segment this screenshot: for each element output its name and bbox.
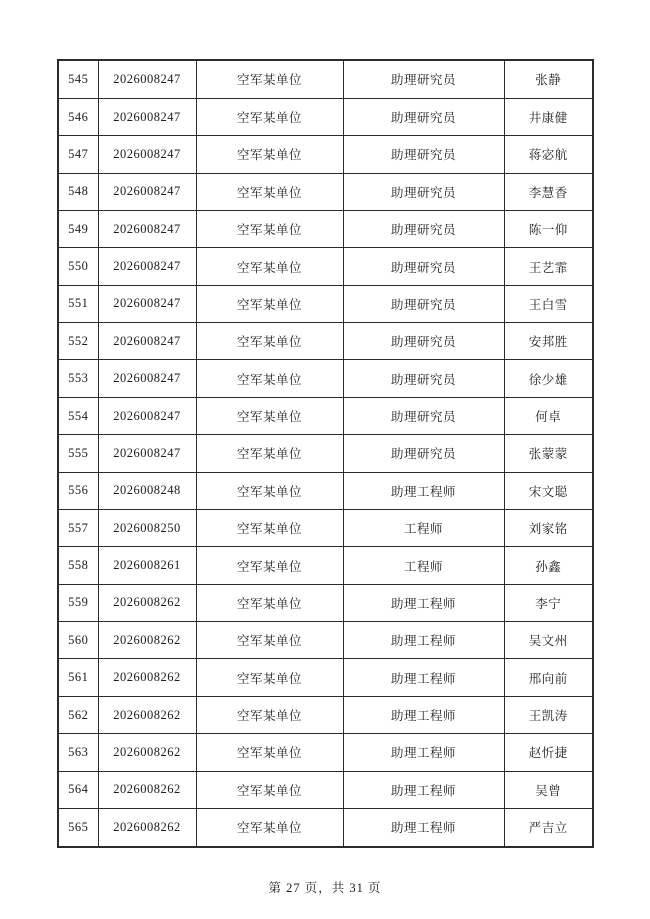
job-title-cell: 助理研究员 bbox=[343, 136, 504, 173]
job-title-cell: 助理工程师 bbox=[343, 622, 504, 659]
table-row bbox=[58, 360, 593, 397]
row-number-cell: 548 bbox=[58, 173, 98, 210]
unit-name-cell: 空军某单位 bbox=[196, 360, 343, 397]
person-name-cell: 徐少雄 bbox=[504, 360, 593, 397]
job-title-cell: 助理工程师 bbox=[343, 696, 504, 733]
applicant-id-cell: 2026008262 bbox=[98, 771, 196, 808]
table-row bbox=[58, 509, 593, 546]
job-title-cell: 助理工程师 bbox=[343, 472, 504, 509]
job-title-cell: 助理研究员 bbox=[343, 210, 504, 247]
table-row bbox=[58, 547, 593, 584]
job-title-cell: 助理工程师 bbox=[343, 584, 504, 621]
unit-name-cell: 空军某单位 bbox=[196, 659, 343, 696]
row-number-cell: 563 bbox=[58, 734, 98, 771]
applicant-id-cell: 2026008247 bbox=[98, 210, 196, 247]
job-title-cell: 助理研究员 bbox=[343, 173, 504, 210]
unit-name-cell: 空军某单位 bbox=[196, 248, 343, 285]
table-row bbox=[58, 210, 593, 247]
unit-name-cell: 空军某单位 bbox=[196, 808, 343, 847]
table-row bbox=[58, 173, 593, 210]
page-number-indicator: 第 27 页，共 31 页 bbox=[268, 881, 382, 895]
row-number-cell: 564 bbox=[58, 771, 98, 808]
job-title-cell: 助理研究员 bbox=[343, 435, 504, 472]
row-number-cell: 561 bbox=[58, 659, 98, 696]
job-title-cell: 助理工程师 bbox=[343, 659, 504, 696]
row-number-cell: 551 bbox=[58, 285, 98, 322]
person-name-cell: 陈一仰 bbox=[504, 210, 593, 247]
row-number-cell: 549 bbox=[58, 210, 98, 247]
person-name-cell: 王白雪 bbox=[504, 285, 593, 322]
table-row bbox=[58, 696, 593, 733]
job-title-cell: 助理研究员 bbox=[343, 323, 504, 360]
row-number-cell: 560 bbox=[58, 622, 98, 659]
row-number-cell: 546 bbox=[58, 98, 98, 135]
job-title-cell: 助理研究员 bbox=[343, 98, 504, 135]
unit-name-cell: 空军某单位 bbox=[196, 60, 343, 98]
applicant-id-cell: 2026008250 bbox=[98, 509, 196, 546]
table-row bbox=[58, 98, 593, 135]
person-name-cell: 王凯涛 bbox=[504, 696, 593, 733]
applicant-id-cell: 2026008247 bbox=[98, 360, 196, 397]
job-title-cell: 助理研究员 bbox=[343, 285, 504, 322]
table-row bbox=[58, 136, 593, 173]
personnel-roster-table bbox=[57, 59, 594, 848]
person-name-cell: 刘家铭 bbox=[504, 509, 593, 546]
table-row bbox=[58, 734, 593, 771]
person-name-cell: 李慧香 bbox=[504, 173, 593, 210]
job-title-cell: 工程师 bbox=[343, 509, 504, 546]
applicant-id-cell: 2026008262 bbox=[98, 659, 196, 696]
table-row bbox=[58, 285, 593, 322]
roster-table-body bbox=[58, 60, 593, 847]
table-row bbox=[58, 472, 593, 509]
row-number-cell: 557 bbox=[58, 509, 98, 546]
unit-name-cell: 空军某单位 bbox=[196, 173, 343, 210]
unit-name-cell: 空军某单位 bbox=[196, 98, 343, 135]
row-number-cell: 545 bbox=[58, 60, 98, 98]
table-row bbox=[58, 435, 593, 472]
table-row bbox=[58, 248, 593, 285]
applicant-id-cell: 2026008262 bbox=[98, 696, 196, 733]
applicant-id-cell: 2026008262 bbox=[98, 808, 196, 847]
unit-name-cell: 空军某单位 bbox=[196, 771, 343, 808]
job-title-cell: 助理研究员 bbox=[343, 397, 504, 434]
person-name-cell: 蒋宓航 bbox=[504, 136, 593, 173]
applicant-id-cell: 2026008261 bbox=[98, 547, 196, 584]
unit-name-cell: 空军某单位 bbox=[196, 285, 343, 322]
person-name-cell: 吴曾 bbox=[504, 771, 593, 808]
job-title-cell: 助理研究员 bbox=[343, 248, 504, 285]
person-name-cell: 安邦胜 bbox=[504, 323, 593, 360]
person-name-cell: 李宁 bbox=[504, 584, 593, 621]
table-row bbox=[58, 659, 593, 696]
job-title-cell: 助理研究员 bbox=[343, 60, 504, 98]
unit-name-cell: 空军某单位 bbox=[196, 472, 343, 509]
row-number-cell: 554 bbox=[58, 397, 98, 434]
person-name-cell: 张蒙蒙 bbox=[504, 435, 593, 472]
job-title-cell: 助理工程师 bbox=[343, 771, 504, 808]
table-row bbox=[58, 808, 593, 847]
job-title-cell: 工程师 bbox=[343, 547, 504, 584]
unit-name-cell: 空军某单位 bbox=[196, 509, 343, 546]
applicant-id-cell: 2026008247 bbox=[98, 435, 196, 472]
job-title-cell: 助理研究员 bbox=[343, 360, 504, 397]
row-number-cell: 558 bbox=[58, 547, 98, 584]
table-row bbox=[58, 771, 593, 808]
table-row bbox=[58, 60, 593, 98]
person-name-cell: 邢向前 bbox=[504, 659, 593, 696]
person-name-cell: 孙鑫 bbox=[504, 547, 593, 584]
row-number-cell: 550 bbox=[58, 248, 98, 285]
applicant-id-cell: 2026008247 bbox=[98, 173, 196, 210]
applicant-id-cell: 2026008262 bbox=[98, 622, 196, 659]
person-name-cell: 井康健 bbox=[504, 98, 593, 135]
row-number-cell: 555 bbox=[58, 435, 98, 472]
unit-name-cell: 空军某单位 bbox=[196, 435, 343, 472]
applicant-id-cell: 2026008247 bbox=[98, 285, 196, 322]
person-name-cell: 吴文州 bbox=[504, 622, 593, 659]
table-row bbox=[58, 323, 593, 360]
person-name-cell: 何卓 bbox=[504, 397, 593, 434]
row-number-cell: 547 bbox=[58, 136, 98, 173]
applicant-id-cell: 2026008247 bbox=[98, 248, 196, 285]
unit-name-cell: 空军某单位 bbox=[196, 622, 343, 659]
unit-name-cell: 空军某单位 bbox=[196, 210, 343, 247]
person-name-cell: 严吉立 bbox=[504, 808, 593, 847]
row-number-cell: 559 bbox=[58, 584, 98, 621]
applicant-id-cell: 2026008248 bbox=[98, 472, 196, 509]
table-row bbox=[58, 397, 593, 434]
unit-name-cell: 空军某单位 bbox=[196, 397, 343, 434]
unit-name-cell: 空军某单位 bbox=[196, 323, 343, 360]
unit-name-cell: 空军某单位 bbox=[196, 584, 343, 621]
table-row bbox=[58, 584, 593, 621]
unit-name-cell: 空军某单位 bbox=[196, 547, 343, 584]
unit-name-cell: 空军某单位 bbox=[196, 696, 343, 733]
row-number-cell: 565 bbox=[58, 808, 98, 847]
table-row bbox=[58, 622, 593, 659]
job-title-cell: 助理工程师 bbox=[343, 808, 504, 847]
person-name-cell: 王艺霏 bbox=[504, 248, 593, 285]
unit-name-cell: 空军某单位 bbox=[196, 734, 343, 771]
applicant-id-cell: 2026008262 bbox=[98, 584, 196, 621]
person-name-cell: 宋文聪 bbox=[504, 472, 593, 509]
applicant-id-cell: 2026008247 bbox=[98, 136, 196, 173]
job-title-cell: 助理工程师 bbox=[343, 734, 504, 771]
person-name-cell: 赵忻捷 bbox=[504, 734, 593, 771]
row-number-cell: 552 bbox=[58, 323, 98, 360]
applicant-id-cell: 2026008247 bbox=[98, 397, 196, 434]
applicant-id-cell: 2026008247 bbox=[98, 60, 196, 98]
row-number-cell: 562 bbox=[58, 696, 98, 733]
row-number-cell: 556 bbox=[58, 472, 98, 509]
applicant-id-cell: 2026008247 bbox=[98, 98, 196, 135]
applicant-id-cell: 2026008247 bbox=[98, 323, 196, 360]
unit-name-cell: 空军某单位 bbox=[196, 136, 343, 173]
person-name-cell: 张静 bbox=[504, 60, 593, 98]
applicant-id-cell: 2026008262 bbox=[98, 734, 196, 771]
row-number-cell: 553 bbox=[58, 360, 98, 397]
